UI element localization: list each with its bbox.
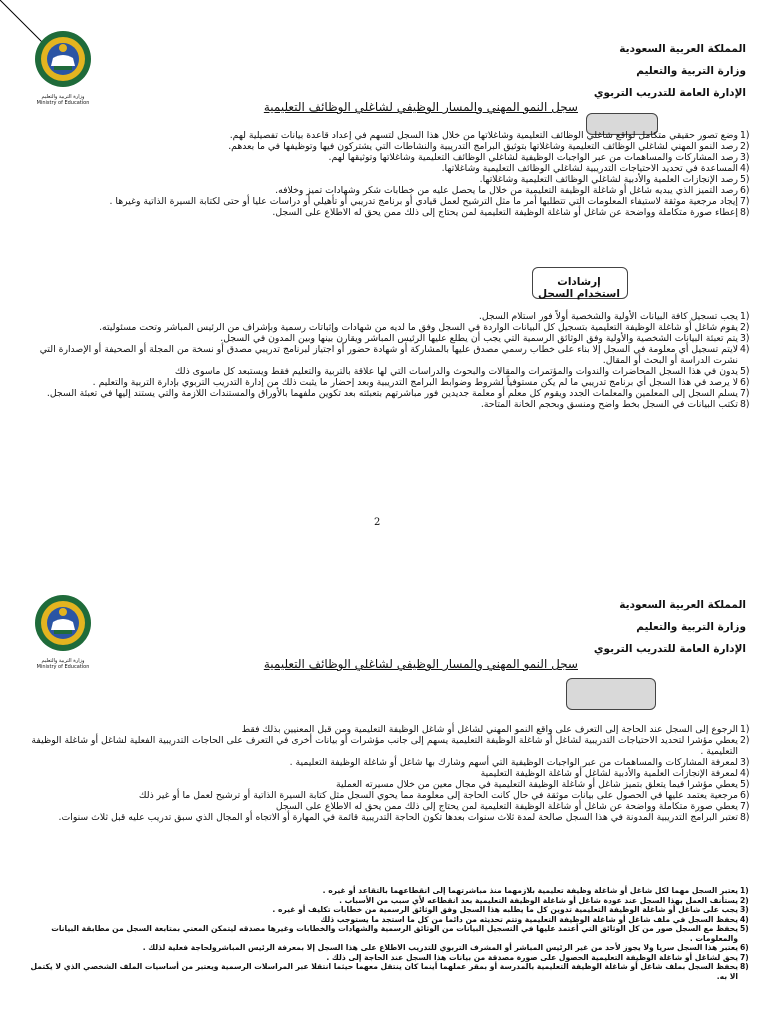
rule-item-text: يحفظ السجل بملف شاغل أو شاغلة الوظيفة التعليمية بالمدرسة أو بمقر عملهما أينما كان ينتقل معهما حيثما انتقلا عبر المراسلات الرسمية ويعتبر من أساسيات الملف الشخصي الذي لا يكتمل الا به. [30, 962, 738, 981]
rule-item-text: يعتبر هذا السجل سريا ولا يجوز لأحد من غير الرئيس المباشر أو المشرف التربوي للتدريب الاطلاع على هذا السجل إلا بمعرفة الرئيس المباشرولحاجة فعلية لذلك . [142, 943, 738, 952]
instructions-list [30, 311, 752, 410]
document-page-2 [0, 578, 768, 1024]
header-line-kingdom: المملكة العربية السعودية [619, 43, 746, 55]
rule-item-number: 7) [740, 952, 749, 962]
goal-item-number: 5) [740, 174, 750, 185]
goal-item [30, 152, 752, 163]
instruction-item-number: 1) [740, 311, 750, 322]
logo-caption-en: Ministry of Education [36, 100, 90, 106]
rule-item-number: 4) [740, 914, 749, 924]
use-item-number: 5) [740, 779, 750, 790]
rule-item [30, 915, 752, 925]
goal-item [30, 130, 752, 141]
goal-item-number: 4) [740, 163, 750, 174]
instruction-item-text: لا يرصد في هذا السجل أي برنامج تدريبي ما لم يكن مستوفياً لشروط وضوابط البرامج التدريبية وبعد إحضار ما يثبت ذلك من إدارة التدريب التربوي بإدارة التربية والتعليم . [92, 377, 738, 388]
ministry-emblem-icon [24, 28, 102, 90]
use-item [30, 790, 752, 801]
instruction-item-number: 5) [740, 366, 750, 377]
use-item-number: 7) [740, 801, 750, 812]
rule-item [30, 886, 752, 896]
page-title: سجل النمو المهني والمسار الوظيفي لشاغلي الوظائف التعليمية [263, 100, 578, 114]
rule-item-number: 5) [740, 924, 749, 933]
use-item-text: مرجعية يعتمد عليها في الحصول على بيانات موثقة في حال كانت الحاجة إلى معلومة مما يحوي السجل مثل كتابة السيرة الذاتية أو ترشيح لعمل ما أو غير ذلك [138, 790, 738, 801]
goal-item-number: 6) [740, 185, 750, 196]
use-item-text: لمعرفة المشاركات والمساهمات من عبر الواجبات الوظيفية التي أسهم وشارك بها شاغل أو شاغلة الوظيفة التعليمية . [289, 757, 738, 768]
goal-item [30, 196, 752, 207]
rule-item-number: 8) [740, 962, 749, 971]
rule-item-text: يحفظ مع السجل صور من كل الوثائق التي أعتمد عليها في التسجيل البيانات من الوثائق الرسمية والشهادات والخطابات وغيرها مصدقه ليتمكن المعني بمتابعة السجل من مطابقة البيانات والمعلومات . [51, 924, 738, 943]
goal-item-text: وضع تصور حقيقي متكامل لواقع شاغلي الوظائف التعليمية وشاغلاتها من خلال هذا السجل لتسهم في إعداد قاعدة بيانات تفصيلية لهم. [229, 130, 738, 141]
instruction-item-text: يسلم السجل إلى المعلمين والمعلمات الجدد ويقوم كل معلم أو معلمة جديدين فور مباشرتهم بتعبئته بعد تكوين ملفهما بالأوراق والمستندات اللازمة والتي يستند إليها في تعبئة السجل. [46, 388, 738, 399]
instruction-item [30, 377, 752, 388]
rule-item-number: 6) [740, 943, 749, 952]
header-line-kingdom: المملكة العربية السعودية [619, 599, 746, 611]
use-item [30, 735, 752, 757]
use-item-text: يعطي صورة متكاملة وواضحة عن شاغل أو شاغلة الوظيفة التعليمية لمن يحتاج إلى ذلك ممن يحق له الاطلاع على السجل [275, 801, 738, 812]
goal-item [30, 174, 752, 185]
page-header [594, 38, 746, 104]
instruction-item-number: 6) [740, 377, 750, 388]
goal-item [30, 141, 752, 152]
instruction-item [30, 344, 752, 366]
page-title: سجل النمو المهني والمسار الوظيفي لشاغلي الوظائف التعليمية [263, 657, 578, 671]
use-item [30, 724, 752, 735]
use-item-number: 4) [740, 768, 750, 779]
ministry-logo [24, 28, 102, 106]
use-item-text: يعطي مؤشرا فيما يتعلق بتميز شاغل أو شاغلة الوظيفة التعليمية في مجال معين من خلال مسيرته العملية [335, 779, 738, 790]
use-item-text: لمعرفة الإنجازات العلمية والأدبية لشاغل أو شاغلة الوظيفة التعليمية [480, 768, 738, 779]
instructions-heading: إرشادات استخدام السجل [538, 276, 620, 300]
rule-item-text: يحفظ السجل في ملف شاغل أو شاغلة الوظيفة التعليمية وتتم تحديثه من دائما من كل ما استجد ما يستوجب ذلك [320, 914, 738, 924]
rule-item [30, 943, 752, 953]
instruction-item [30, 311, 752, 322]
use-item-text: يعطي مؤشرا لتحديد الاحتياجات التدريبية لشاغل أو شاغلة الوظيفة التعليمية يسهم إلى جانب مؤشرات أو بيانات أخرى في التعرف على الحاجات التدريبية الفعلية لشاغل أو شاغلة الوظيفة التعليمية . [31, 735, 738, 757]
use-item [30, 801, 752, 812]
goal-item [30, 207, 752, 218]
instruction-item-number: 8) [740, 399, 750, 410]
header-line-directorate: الإدارة العامة للتدريب التربوي [593, 643, 746, 655]
goal-item-text: إيجاد مرجعية موثقة لاستيفاء المعلومات التي تتطلبها أمر ما مثل الترشيح لعمل قيادي أو برنامج تدريبي أو تأهيلي أو دراسات عليا أو حتى لكتابة السيرة الذاتية وغيرها . [109, 196, 738, 207]
use-item-number: 1) [740, 724, 750, 735]
logo-caption-en: Ministry of Education [36, 664, 90, 670]
goal-item-number: 1) [740, 130, 750, 141]
instruction-item-text: يدون في هذا السجل المحاضرات والندوات والمؤتمرات والمقالات والبحوث والدراسات التي لها علاقة بالتربية والتعليم فقط ويستبعد كل ماسوى ذلك [174, 366, 738, 377]
goal-item-text: رصد النمو المهني لشاغلي الوظائف التعليمية وشاغلاتها بتوثيق البرامج التدريبية والنشاطات التي يشتركون فيها وتوظيفها في ما بعدهم. [228, 141, 738, 152]
goal-item-text: المساعدة في تحديد الاحتياجات التدريبية لشاغلي الوظائف التعليمية وشاغلاتها. [441, 163, 738, 174]
rule-item-text: يجب على شاغل أو شاغلة الوظيفة التعليمية تدوين كل ما يطلبه هذا السجل وفق الوثائق الرسمية من خطابات تكليف أو غيره . [272, 905, 738, 914]
label-box [566, 678, 656, 710]
goal-item-text: رصد التميز الذي يبديه شاغل أو شاغلة الوظيفة التعليمية من خلال ما يحصل عليه من خطابات شكر وشهادات تميز وخلافه. [275, 185, 738, 196]
logo-caption-ar: وزارة التربية والتعليم [41, 94, 85, 100]
instruction-item-text: يجب تسجيل كافة البيانات الأولية والشخصية أولاً فور استلام السجل. [478, 311, 738, 322]
rule-item [30, 924, 752, 943]
goal-item [30, 185, 752, 196]
rule-item [30, 896, 752, 906]
rule-item-text: يستأنف العمل بهذا السجل عند عودة شاغل أو شاغلة الوظيفة التعليمية بعد انقطاعه لأي سبب من الأسباب . [339, 895, 738, 905]
rule-item [30, 953, 752, 963]
ministry-logo [24, 592, 102, 670]
goal-item-text: رصد المشاركات والمساهمات من عبر الواجبات الوظيفية لشاغلي الوظائف التعليمية وشاغلاتها وتوثيقها لهم. [328, 152, 738, 163]
rule-item-text: يحق لشاغل أو شاغلة الوظيفة التعليمية الحصول على صورة مصدقة من بيانات هذا السجل عند الحاجة إلى ذلك . [326, 952, 738, 962]
header-line-ministry: وزارة التربية والتعليم [636, 65, 746, 77]
rule-item-number: 1) [740, 886, 749, 895]
goal-item [30, 163, 752, 174]
instruction-item [30, 366, 752, 377]
goal-item-number: 8) [740, 207, 750, 218]
ministry-emblem-icon [24, 592, 102, 654]
use-item-number: 3) [740, 757, 750, 768]
rules-list [30, 886, 752, 981]
instruction-item-text: تكتب البيانات في السجل بخط واضح ومنسق وبحجم الخانة المتاحة. [480, 399, 738, 410]
rule-item [30, 962, 752, 981]
instruction-item [30, 333, 752, 344]
header-line-ministry: وزارة التربية والتعليم [636, 621, 746, 633]
uses-list [30, 724, 752, 823]
use-item-text: الرجوع إلى السجل عند الحاجة إلى التعرف على واقع النمو المهني لشاغل أو شاغل الوظيفة التعليمية ومن قبل المعنيين بذلك فقط [241, 724, 738, 735]
rule-item-number: 2) [740, 895, 749, 905]
instruction-item-number: 3) [740, 333, 750, 344]
use-item-text: تعتبر البرامج التدريبية المدونة في هذا السجل صالحة لمدة ثلاث سنوات بعدها تكون الحاجة التدريبية قائمة في المهارة أو الاتجاه أو المجال الذي سبق تدريب عليه قبل ثلاث سنوات. [58, 812, 738, 823]
goal-item-number: 2) [740, 141, 750, 152]
header-line-directorate: الإدارة العامة للتدريب التربوي [593, 87, 746, 99]
use-item [30, 779, 752, 790]
rule-item [30, 905, 752, 915]
use-item-number: 2) [740, 735, 750, 746]
page-header [594, 594, 746, 660]
instruction-item-text: يقوم شاغل أو شاغلة الوظيفة التعليمية بتسجيل كل البيانات الواردة في السجل وفق ما لديه من شهادات وإثباتات رسمية وبإشراف من الرئيس المباشر وتحت مسئوليته. [99, 322, 738, 333]
use-item [30, 812, 752, 823]
goals-list [30, 130, 752, 218]
instruction-item-text: لايتم تسجيل أي معلومة في السجل إلا بناء على خطاب رسمي مصدق عليها بالمشاركة أو شهادة حضور أو اجتياز لبرنامج تدريبي مصدق أو نسخة من المجلة أو الصحيفة أو الإصدارة التي نشرت الدراسة أو البحث أو المقال. [39, 344, 738, 366]
use-item-number: 8) [740, 812, 750, 823]
instruction-item [30, 322, 752, 333]
instruction-item [30, 399, 752, 410]
page-number: 2 [374, 517, 381, 528]
instruction-item-number: 4) [740, 344, 750, 355]
goal-item-number: 3) [740, 152, 750, 163]
instruction-item-number: 7) [740, 388, 750, 399]
use-item [30, 757, 752, 768]
instruction-item-number: 2) [740, 322, 750, 333]
instruction-item-text: يتم تعبئة البيانات الشخصية والأولية وفق الوثائق الرسمية التي يجب أن يطلع عليها الرئيس المباشر ويقارن بينها وبين المدون في السجل. [220, 333, 738, 344]
goal-item-number: 7) [740, 196, 750, 207]
use-item [30, 768, 752, 779]
goal-item-text: إعطاء صورة متكاملة وواضحة عن شاغل أو شاغلة الوظيفة التعليمية لمن يحتاج إلى ذلك ممن يحق له الاطلاع على السجل. [272, 207, 738, 218]
logo-caption-ar: وزارة التربية والتعليم [41, 658, 85, 664]
goal-item-text: رصد الإنجازات العلمية والأدبية لشاغلي الوظائف التعليمية وشاغلاتها. [479, 174, 738, 185]
rule-item-number: 3) [740, 905, 749, 914]
rule-item-text: يعتبر السجل مهما لكل شاغل أو شاغلة وظيفة تعليمية بلازمهما منذ مباشرتهما إلى انقطاعهما بالتقاعد أو غيره . [322, 886, 738, 895]
use-item-number: 6) [740, 790, 750, 801]
instruction-item [30, 388, 752, 399]
